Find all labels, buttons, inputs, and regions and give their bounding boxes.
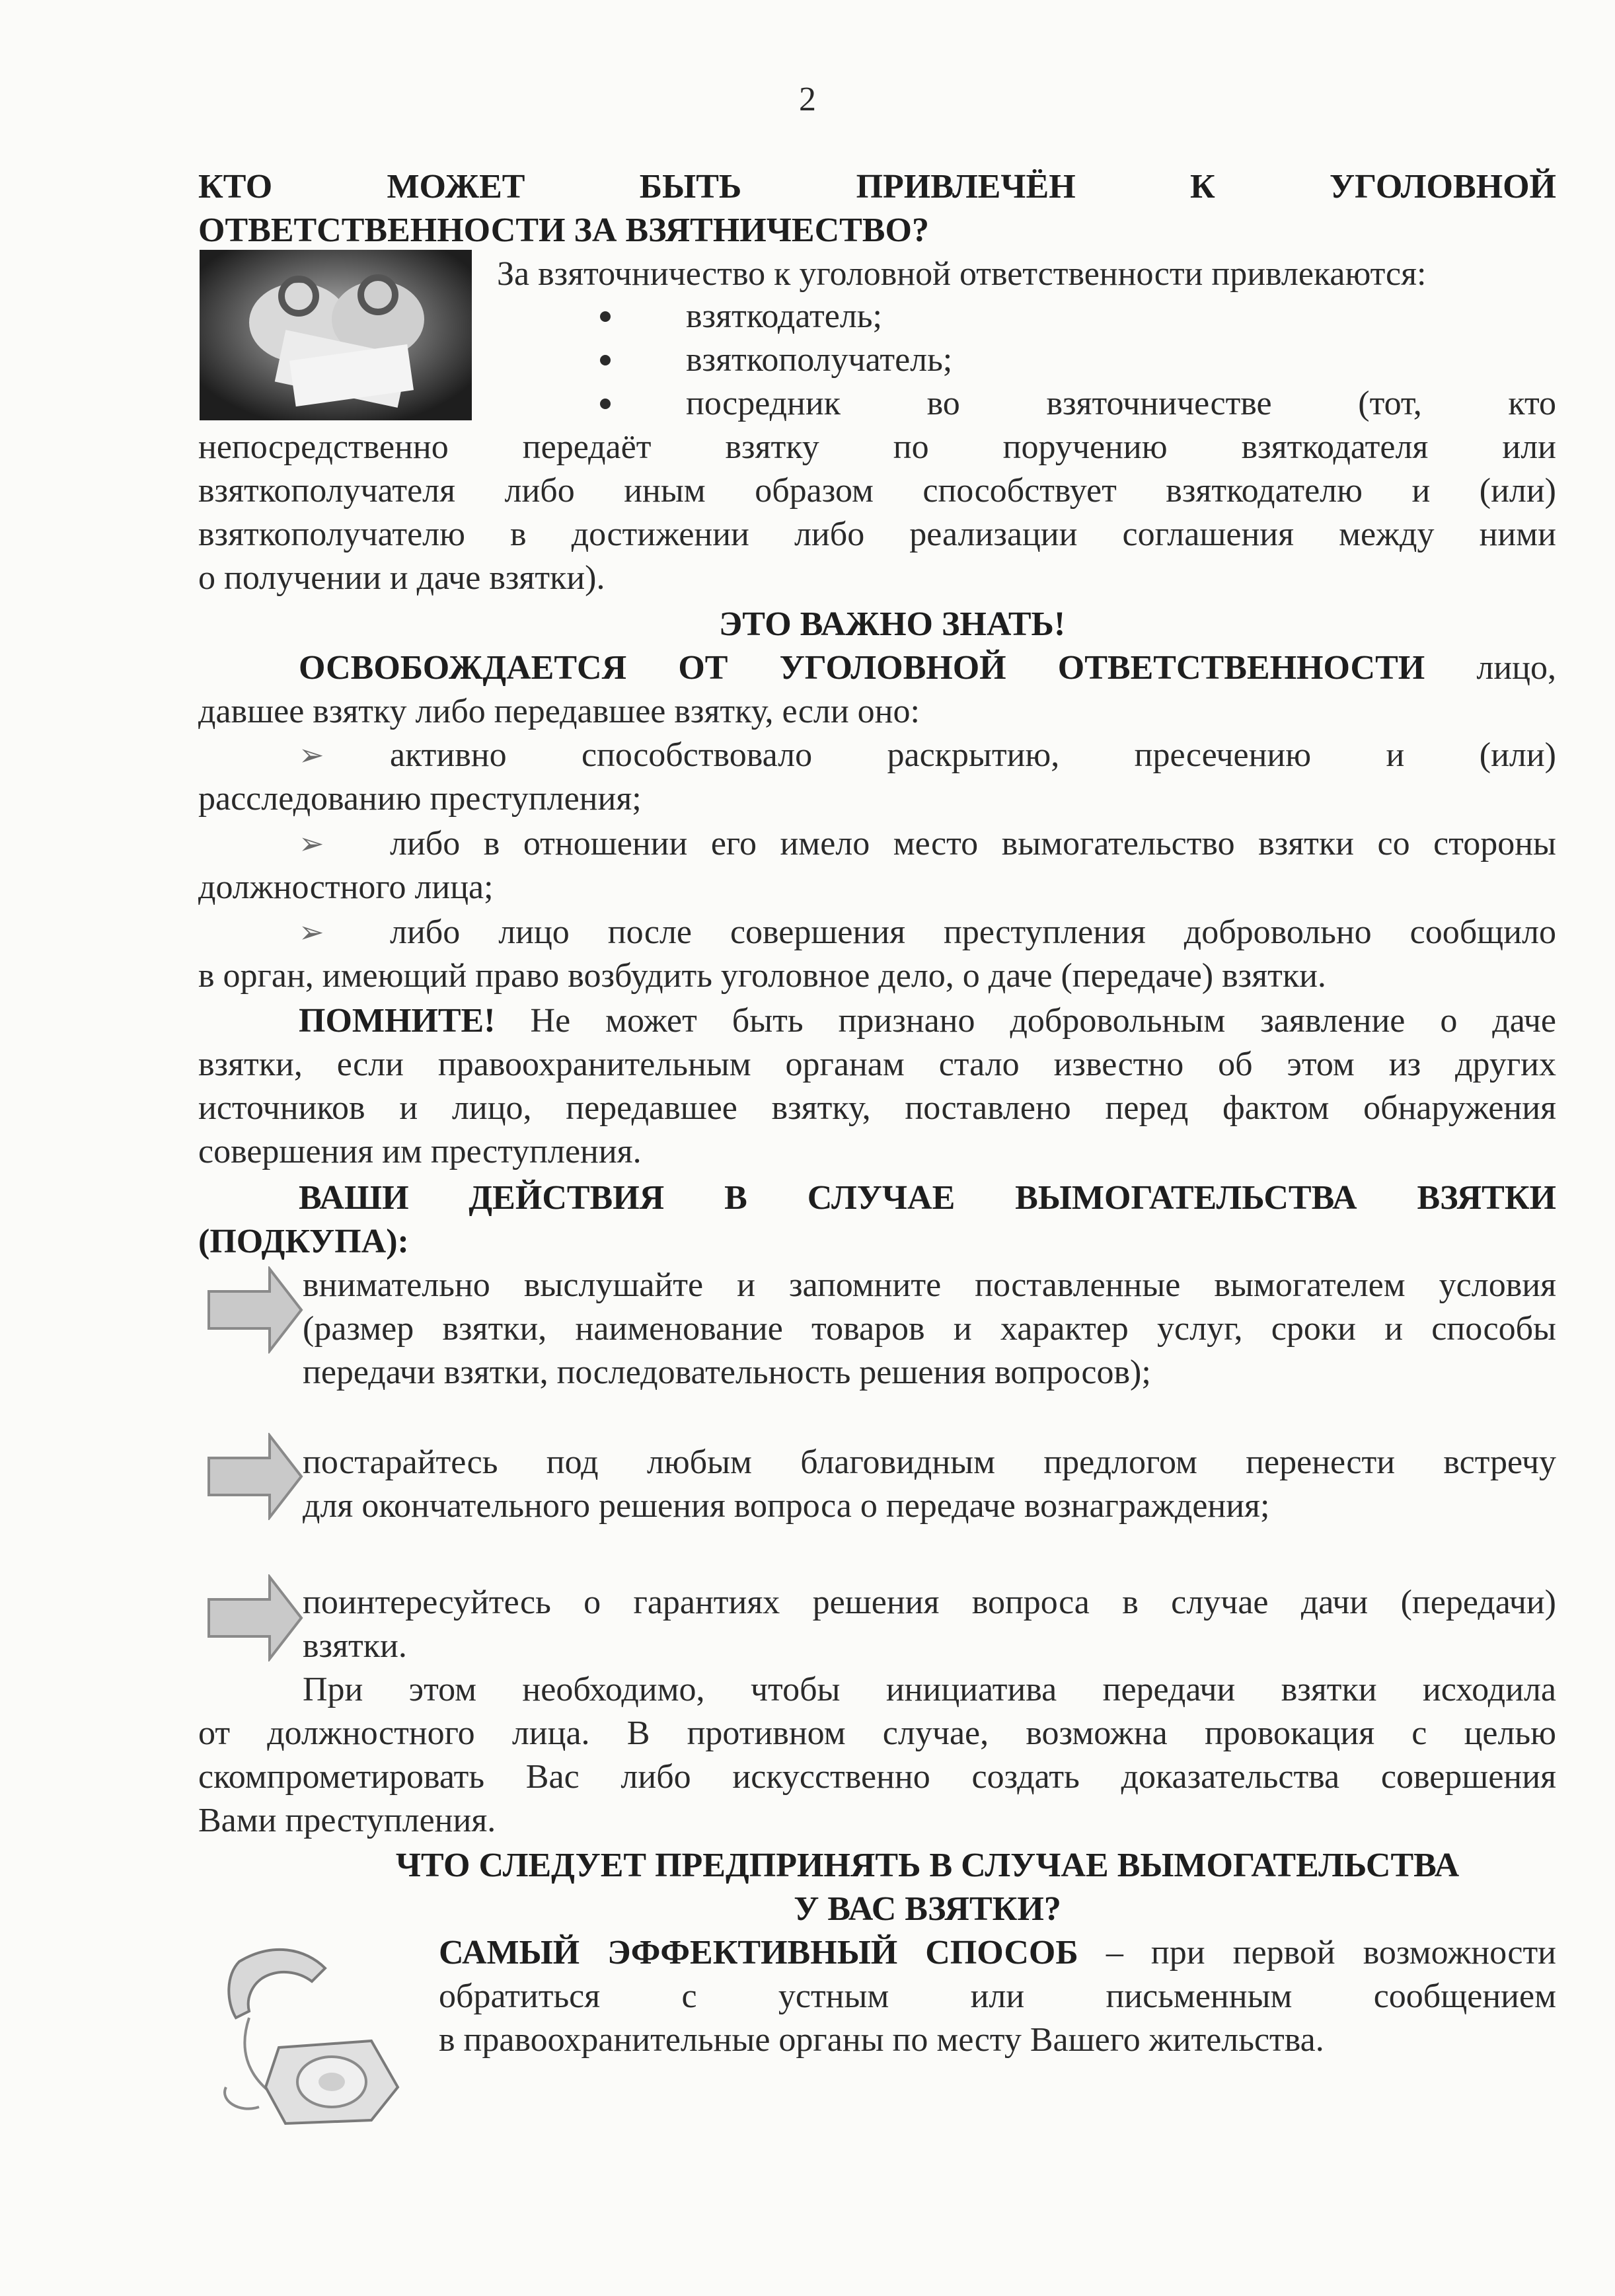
remember-line1	[299, 999, 1556, 1043]
intermediary-line5: о получении и даче взятки).	[198, 559, 605, 597]
remember-line2: взятки, если правоохранительным органам стало известно об этом из других	[198, 1046, 1556, 1083]
advice-rest: – при первой возможности	[1106, 1934, 1556, 1971]
intermediary-line3: взяткополучателя либо иным образом способствует взяткодателю и (или)	[198, 472, 1556, 510]
section1-intro: За взяточничество к уголовной ответственности привлекаются:	[497, 255, 1427, 293]
action2-line1: постарайтесь под любым благовидным предлогом перенести встречу	[303, 1443, 1556, 1481]
condition3-line1: либо лицо после совершения преступления добровольно сообщило	[390, 913, 1556, 951]
action3-line2: взятки.	[303, 1627, 407, 1665]
arrow-right-icon	[206, 1266, 304, 1354]
exemption-lead-bold: ОСВОБОЖДАЕТСЯ ОТ УГОЛОВНОЙ ОТВЕТСТВЕННОСТИ	[299, 649, 1425, 687]
list-item-bribe-giver: взяткодатель;	[686, 297, 882, 335]
arrowhead-bullet-icon: ➢	[299, 915, 324, 949]
bribe-handcuffs-photo	[200, 250, 472, 420]
section2-heading: ЭТО ВАЖНО ЗНАТЬ!	[719, 605, 1066, 643]
intermediary-line2: непосредственно передаёт взятку по поручению взяткодателя или	[198, 428, 1556, 466]
exemption-lead	[299, 646, 1556, 690]
remember-line3: источников и лицо, передавшее взятку, поставлено перед фактом обнаружения	[198, 1089, 1556, 1127]
section3-heading-line2: (ПОДКУПА):	[198, 1223, 409, 1260]
advice-line2: обратиться с устным или письменным сообщением	[439, 1977, 1556, 2015]
condition2-line1: либо в отношении его имело место вымогательство взятки со стороны	[390, 825, 1556, 862]
arrowhead-bullet-icon: ➢	[299, 738, 324, 772]
condition3-line2: в орган, имеющий право возбудить уголовное дело, о даче (передаче) взятки.	[198, 957, 1326, 995]
telephone-icon	[200, 1935, 424, 2133]
provocation-line1: При этом необходимо, чтобы инициатива передачи взятки исходила	[303, 1671, 1556, 1708]
bullet-icon	[600, 399, 611, 409]
section1-heading-line2: ОТВЕТСТВЕННОСТИ ЗА ВЗЯТНИЧЕСТВО?	[198, 211, 929, 249]
exemption-lead-rest: лицо,	[1476, 649, 1556, 687]
action1-line3: передачи взятки, последовательность решения вопросов);	[303, 1354, 1151, 1391]
arrow-right-icon	[206, 1433, 304, 1520]
remember-rest: Не может быть признано добровольным заявление о даче	[530, 1002, 1556, 1040]
arrowhead-bullet-icon: ➢	[299, 827, 324, 861]
advice-line1	[439, 1931, 1556, 1975]
section3-heading-line1: ВАШИ ДЕЙСТВИЯ В СЛУЧАЕ ВЫМОГАТЕЛЬСТВА ВЗЯТКИ	[299, 1179, 1556, 1217]
advice-bold: САМЫЙ ЭФФЕКТИВНЫЙ СПОСОБ	[439, 1934, 1078, 1971]
bullet-icon	[600, 311, 611, 322]
intermediary-line4: взяткополучателю в достижении либо реализации соглашения между ними	[198, 516, 1556, 553]
action3-line1: поинтересуйтесь о гарантиях решения вопроса в случае дачи (передачи)	[303, 1584, 1556, 1621]
provocation-line4: Вами преступления.	[198, 1802, 496, 1839]
exemption-line2: давшее взятку либо передавшее взятку, если оно:	[198, 693, 920, 730]
section4-heading-line2: У ВАС ВЗЯТКИ?	[794, 1890, 1061, 1928]
section4-heading-line1: ЧТО СЛЕДУЕТ ПРЕДПРИНЯТЬ В СЛУЧАЕ ВЫМОГАТЕЛЬСТВА	[395, 1847, 1460, 1884]
condition2-line2: должностного лица;	[198, 868, 494, 906]
action2-line2: для окончательного решения вопроса о передаче вознаграждения;	[303, 1487, 1270, 1525]
remember-line4: совершения им преступления.	[198, 1133, 642, 1170]
condition1-line2: расследованию преступления;	[198, 780, 642, 818]
section1-heading-line1: КТО МОЖЕТ БЫТЬ ПРИВЛЕЧЁН К УГОЛОВНОЙ	[198, 168, 1556, 206]
remember-bold: ПОМНИТЕ!	[299, 1002, 496, 1040]
list-item-bribe-taker: взяткополучатель;	[686, 341, 953, 379]
page-number: 2	[799, 81, 816, 118]
advice-line3: в правоохранительные органы по месту Вашего жительства.	[439, 2021, 1324, 2059]
provocation-line3: скомпрометировать Вас либо искусственно создать доказательства совершения	[198, 1758, 1556, 1796]
action1-line2: (размер взятки, наименование товаров и характер услуг, сроки и способы	[303, 1310, 1556, 1348]
arrow-right-icon	[206, 1574, 304, 1662]
condition1-line1: активно способствовало раскрытию, пресечению и (или)	[390, 736, 1556, 774]
provocation-line2: от должностного лица. В противном случае, возможна провокация с целью	[198, 1714, 1556, 1752]
list-item-intermediary: посредник во взяточничестве (тот, кто	[686, 385, 1556, 422]
action1-line1: внимательно выслушайте и запомните поставленные вымогателем условия	[303, 1266, 1556, 1304]
bullet-icon	[600, 355, 611, 365]
